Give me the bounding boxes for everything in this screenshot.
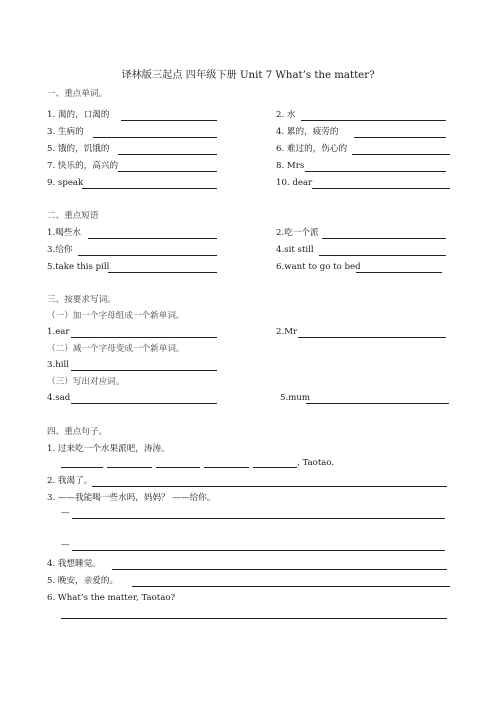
sentence-ending: , Taotao. xyxy=(297,458,335,468)
answer-blank[interactable] xyxy=(253,467,297,468)
answer-blank[interactable] xyxy=(356,272,442,273)
answer-blank[interactable] xyxy=(322,238,446,239)
answer-blank[interactable] xyxy=(305,171,446,172)
question-label: 3. 生病的 xyxy=(47,127,84,137)
answer-blank[interactable] xyxy=(61,618,447,619)
answer-blank[interactable] xyxy=(71,337,217,338)
answer-blank[interactable] xyxy=(72,518,445,519)
answer-blank[interactable] xyxy=(108,272,217,273)
subsection-heading: （一）加一个字母组成一个新单词。 xyxy=(47,311,185,321)
section-heading-phrases: 二、重点短语 xyxy=(47,211,99,221)
question-label: 6.want to go to bed xyxy=(276,262,361,272)
question-label: 10. dear xyxy=(276,178,313,188)
answer-blank[interactable] xyxy=(71,403,217,404)
dialogue-dash: — xyxy=(61,540,70,550)
question-label: 3. ——我能喝一些水吗，妈妈？ ——给你。 xyxy=(47,493,216,503)
question-label: 1.喝些水 xyxy=(47,228,81,238)
answer-blank[interactable] xyxy=(298,337,446,338)
question-label: 5.mum xyxy=(280,393,311,403)
answer-blank[interactable] xyxy=(204,467,249,468)
dialogue-dash: — xyxy=(61,508,70,518)
page-title: 译林版三起点 四年级下册 Unit 7 What’s the matter? xyxy=(121,70,375,81)
answer-blank[interactable] xyxy=(312,188,450,189)
question-label: 1. 过来吃一个水果派吧，涛涛。 xyxy=(47,444,170,454)
question-label: 4.sit still xyxy=(276,245,314,255)
answer-blank[interactable] xyxy=(306,403,449,404)
question-label: 7. 快乐的，高兴的 xyxy=(47,161,119,171)
question-label: 4. 我想睡觉。 xyxy=(47,559,101,569)
question-label: 2.Mr xyxy=(276,327,298,337)
answer-blank[interactable] xyxy=(88,238,217,239)
answer-blank[interactable] xyxy=(92,486,447,487)
section-heading-write-words: 三、按要求写词。 xyxy=(47,295,116,305)
answer-blank[interactable] xyxy=(118,171,217,172)
answer-blank[interactable] xyxy=(78,255,217,256)
section-heading-sentences: 四、重点句子。 xyxy=(47,427,108,437)
question-label: 5. 饿的，饥饿的 xyxy=(47,144,110,154)
answer-blank[interactable] xyxy=(352,154,450,155)
question-label: 1.ear xyxy=(47,327,70,337)
subsection-heading: （二）减一个字母变成一个新单词。 xyxy=(47,344,185,354)
question-label: 9. speak xyxy=(47,178,84,188)
question-label: 3.hill xyxy=(47,360,69,370)
question-label: 2. 我渴了。 xyxy=(47,476,93,486)
answer-blank[interactable] xyxy=(71,370,217,371)
question-label: 2. 水 xyxy=(276,110,296,120)
answer-blank[interactable] xyxy=(354,137,446,138)
question-label: 5.take this pill xyxy=(47,262,110,272)
subsection-heading: （三）写出对应词。 xyxy=(47,377,125,387)
answer-blank[interactable] xyxy=(72,550,445,551)
answer-blank[interactable] xyxy=(319,255,446,256)
answer-blank[interactable] xyxy=(132,586,450,587)
question-label: 4.sad xyxy=(47,393,71,403)
answer-blank[interactable] xyxy=(107,467,152,468)
answer-blank[interactable] xyxy=(156,467,200,468)
answer-blank[interactable] xyxy=(118,154,217,155)
question-label: 8. Mrs xyxy=(276,161,305,171)
question-label: 2.吃一个派 xyxy=(276,228,319,238)
question-label: 1. 渴的，口渴的 xyxy=(47,110,110,120)
question-label: 4. 累的，疲劳的 xyxy=(276,127,339,137)
answer-blank[interactable] xyxy=(61,467,103,468)
answer-blank[interactable] xyxy=(121,120,217,121)
answer-blank[interactable] xyxy=(301,120,446,121)
question-label: 6. 难过的，伤心的 xyxy=(276,144,348,154)
answer-blank[interactable] xyxy=(93,137,217,138)
section-heading-words: 一、重点单词。 xyxy=(47,89,108,99)
answer-blank[interactable] xyxy=(82,188,217,189)
question-label: 3.给你 xyxy=(47,245,73,255)
answer-blank[interactable] xyxy=(112,569,447,570)
question-label: 6. What’s the matter, Taotao? xyxy=(47,593,176,603)
question-label: 5. 晚安，亲爱的。 xyxy=(47,576,119,586)
